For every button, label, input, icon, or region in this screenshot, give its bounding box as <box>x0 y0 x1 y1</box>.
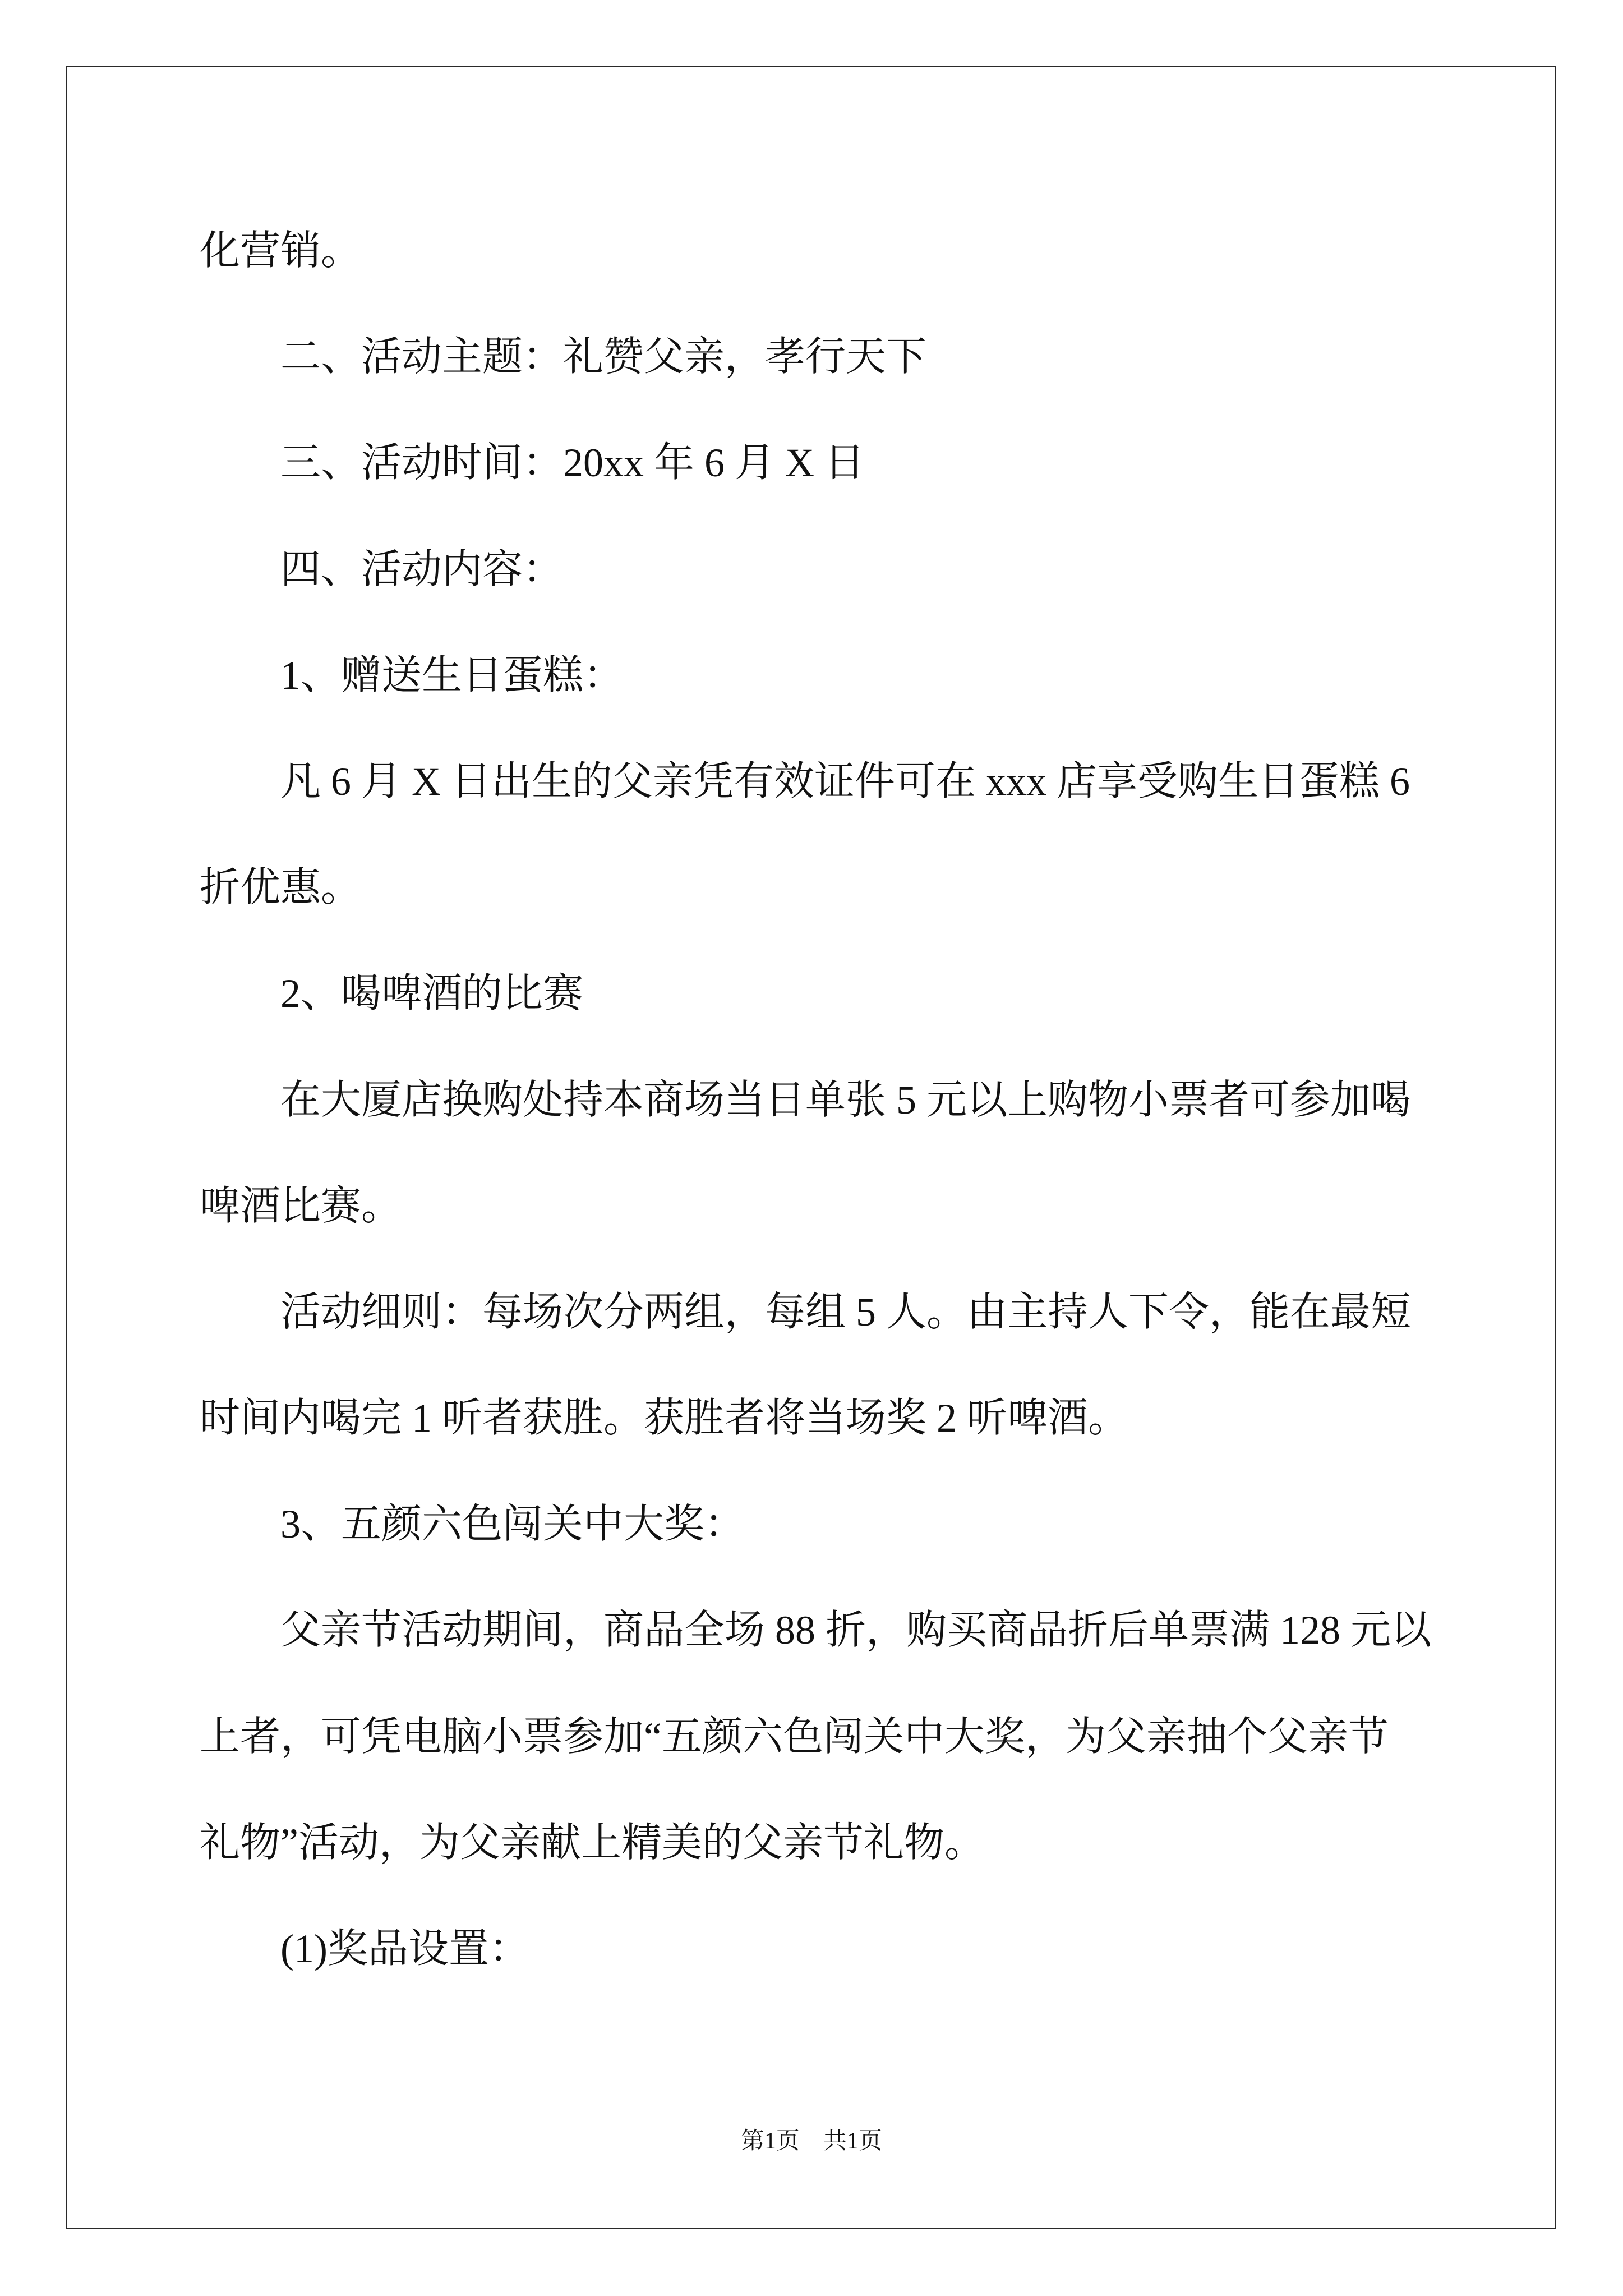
paragraph-line: 父亲节活动期间，商品全场 88 折，购买商品折后单票满 128 元以 <box>280 1608 1432 1653</box>
heading-line: 3、五颜六色闯关中大奖： <box>280 1502 745 1547</box>
paragraph <box>200 1577 1490 1896</box>
paragraph <box>200 729 1490 941</box>
subitem-prize-settings <box>200 1896 1490 2002</box>
heading-line: 二、活动主题：礼赞父亲，孝行天下 <box>280 334 927 380</box>
paragraph-line: 折优惠。 <box>200 865 362 910</box>
section-time <box>200 410 1490 516</box>
heading-line: 三、活动时间：20xx 年 6 月 X 日 <box>280 440 865 486</box>
heading-line: 2、喝啤酒的比赛 <box>280 971 584 1016</box>
paragraph-continued <box>200 198 1490 304</box>
paragraph-line: 活动细则：每场次分两组，每组 5 人。由主持人下令，能在最短 <box>280 1289 1412 1335</box>
paragraph-line: 时间内喝完 1 听者获胜。获胜者将当场奖 2 听啤酒。 <box>200 1396 1129 1441</box>
paragraph-line: 在大厦店换购处持本商场当日单张 5 元以上购物小票者可参加喝 <box>280 1077 1412 1122</box>
item-beer-contest <box>200 941 1490 1047</box>
paragraph-line: 啤酒比赛。 <box>200 1183 402 1228</box>
paragraph-line: 上者，可凭电脑小票参加“五颜六色闯关中大奖，为父亲抽个父亲节 <box>200 1714 1389 1759</box>
page-footer: 第1页 共1页 <box>740 2128 882 2154</box>
section-theme <box>200 304 1490 410</box>
heading-line: 四、活动内容： <box>280 546 564 592</box>
paragraph <box>200 1259 1490 1471</box>
paragraph-line: 凡 6 月 X 日出生的父亲凭有效证件可在 xxx 店享受购生日蛋糕 6 <box>280 758 1410 804</box>
paragraph <box>200 1047 1490 1259</box>
paragraph-line: 礼物”活动，为父亲献上精美的父亲节礼物。 <box>200 1820 985 1865</box>
paragraph-line: 化营销。 <box>200 228 362 273</box>
section-content <box>200 517 1490 623</box>
heading-line: 1、赠送生日蛋糕： <box>280 652 624 698</box>
heading-line: (1)奖品设置： <box>280 1926 529 1971</box>
document-body <box>200 198 1490 2002</box>
item-birthday-cake <box>200 623 1490 729</box>
item-color-challenge <box>200 1471 1490 1577</box>
